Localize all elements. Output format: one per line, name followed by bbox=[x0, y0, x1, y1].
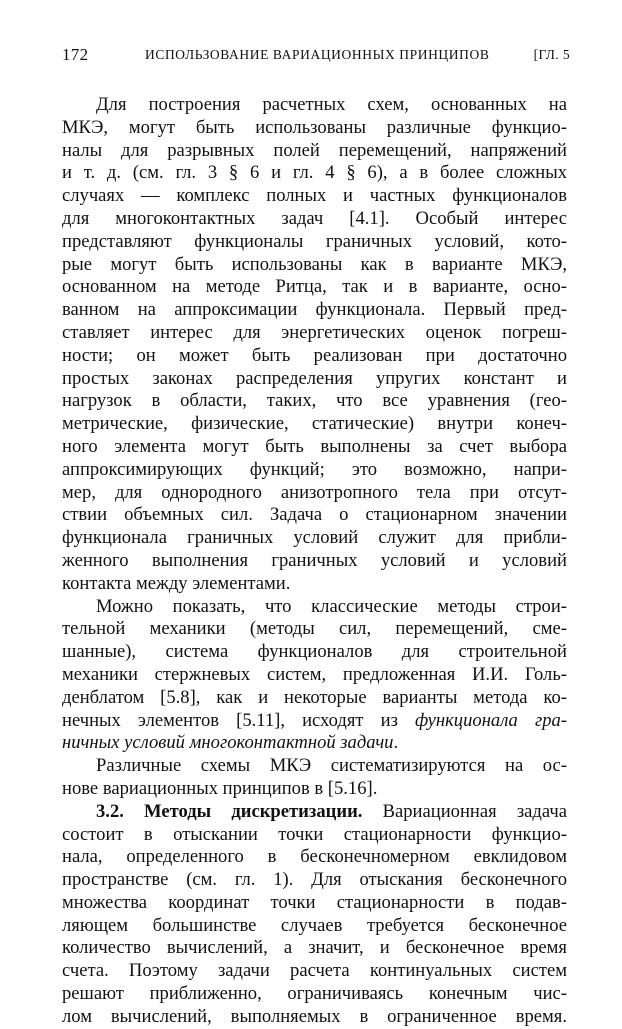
text-line: решают приближенно, ограничиваясь конечным чис- bbox=[62, 983, 567, 1005]
text-line: нагрузок в области, таких, что все уравнения (гео- bbox=[62, 390, 567, 412]
text-line: и т. д. (см. гл. 3 § 6 и гл. 4 § 6), а в более сложных bbox=[62, 162, 567, 184]
text-line: контакта между элементами. bbox=[62, 572, 291, 594]
text-line: женного выполнения граничных условий и условий bbox=[62, 549, 567, 571]
text-line: ствии объемных сил. Задача о стационарном значении bbox=[62, 504, 567, 526]
italic-text: функционала гра- bbox=[415, 709, 567, 731]
text-line: счета. Поэтому задачи расчета континуальных систем bbox=[62, 960, 567, 982]
text-line: состоит в отыскании точки стационарности функцио- bbox=[62, 823, 567, 845]
text-line: Различные схемы МКЭ систематизируются на ос- bbox=[96, 755, 567, 777]
section-heading: 3.2. Методы дискретизации. bbox=[96, 800, 363, 822]
text-line: ставляет интерес для энергетических оценок погреш- bbox=[62, 321, 567, 343]
text-line: простых законах распределения упругих констант и bbox=[62, 367, 567, 389]
text-line-mixed bbox=[62, 710, 567, 733]
chapter-marker: [ГЛ. 5 bbox=[533, 47, 570, 62]
text-line: метрические, физические, статические) внутри конеч- bbox=[62, 413, 567, 435]
text-line: аппроксимирующих функций; это возможно, напри- bbox=[62, 458, 567, 480]
text-segment: нечных элементов [5.11], исходят из bbox=[62, 709, 416, 731]
text-line: лом вычислений, выполняемых в ограниченное время. bbox=[62, 1005, 567, 1027]
text-line: налы для разрывных полей перемещений, напряжений bbox=[62, 139, 567, 161]
text-line: мер, для однородного анизотропного тела при отсут- bbox=[62, 481, 567, 503]
body-text bbox=[62, 94, 567, 1029]
text-line: представляют функционалы граничных условий, кото- bbox=[62, 230, 567, 252]
page-number: 172 bbox=[62, 45, 89, 64]
section-heading-line bbox=[62, 801, 567, 824]
text-line: ного элемента могут быть выполнены за счет выбора bbox=[62, 435, 567, 457]
text-line: ванном на аппроксимации функционала. Первый пред- bbox=[62, 299, 567, 321]
text-line: Можно показать, что классические методы строи- bbox=[96, 595, 567, 617]
italic-text: ничных условий многоконтактной задачи bbox=[62, 732, 394, 754]
text-segment: Вариационная задача bbox=[362, 800, 567, 822]
text-line-mixed bbox=[62, 732, 567, 755]
text-line: пространстве (см. гл. 1). Для отыскания бесконечного bbox=[62, 869, 567, 891]
text-segment: . bbox=[393, 732, 399, 754]
text-line: ности; он может быть реализован при достаточно bbox=[62, 344, 567, 366]
running-head bbox=[62, 44, 570, 66]
text-line: механики стержневых систем, предложенная И.И. Голь- bbox=[62, 663, 567, 685]
text-line: для многоконтактных задач [4.1]. Особый интерес bbox=[62, 207, 567, 229]
text-line: множества координат точки стационарности в подав- bbox=[62, 891, 567, 913]
text-line: денблатом [5.8], как и некоторые варианты метода ко- bbox=[62, 686, 567, 708]
text-line: тельной механики (методы сил, перемещений, сме- bbox=[62, 618, 567, 640]
text-line: основанном на методе Ритца, так и в варианте, осно- bbox=[62, 276, 567, 298]
text-line: функционала граничных условий служит для прибли- bbox=[62, 527, 567, 549]
text-line: Для построения расчетных схем, основанных на bbox=[96, 94, 567, 115]
text-line: случаях — комплекс полных и частных функционалов bbox=[62, 185, 567, 207]
running-title: ИСПОЛЬЗОВАНИЕ ВАРИАЦИОННЫХ ПРИНЦИПОВ bbox=[145, 47, 490, 62]
text-line: МКЭ, могут быть использованы различные функцио- bbox=[62, 116, 567, 138]
text-line: нове вариационных принципов в [5.16]. bbox=[62, 777, 378, 799]
text-line: шанные), система функционалов для строительной bbox=[62, 641, 567, 663]
text-line: нала, определенного в бесконечномерном евклидовом bbox=[62, 846, 567, 868]
text-line: рые могут быть использованы как в варианте МКЭ, bbox=[62, 253, 567, 275]
text-line: ляющем большинстве случаев требуется бесконечное bbox=[62, 914, 567, 936]
text-line: количество вычислений, а значит, и бесконечное время bbox=[62, 937, 567, 959]
